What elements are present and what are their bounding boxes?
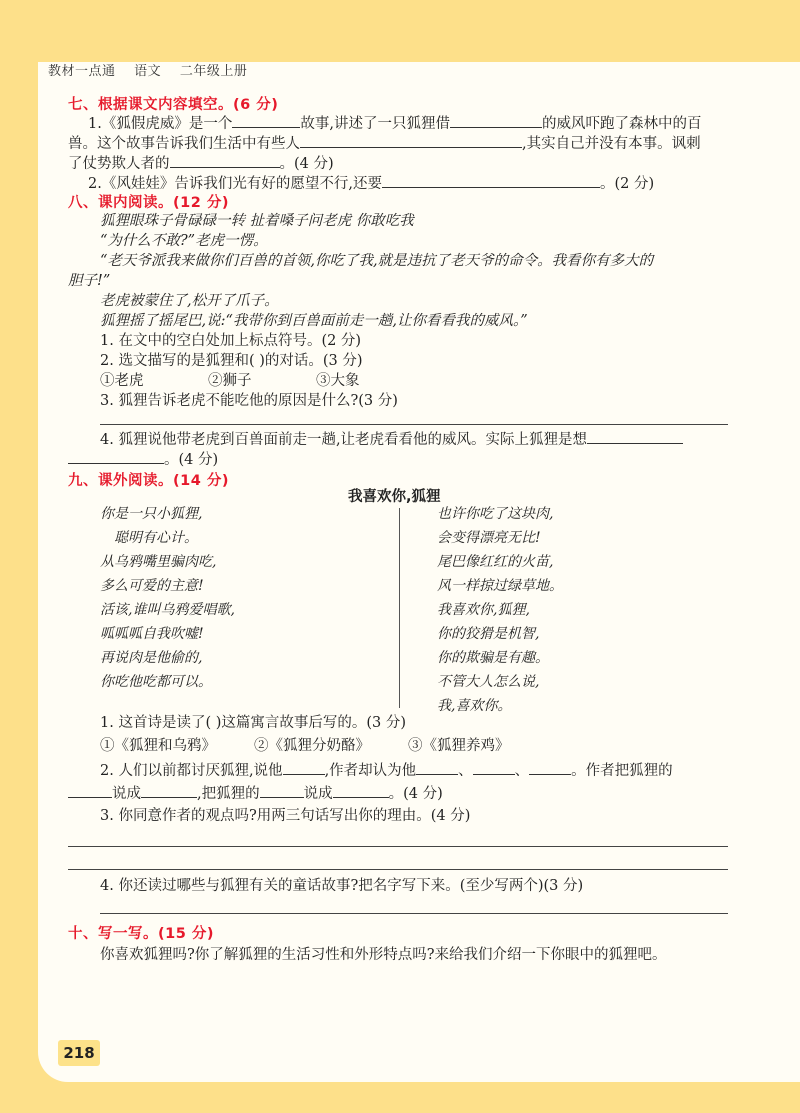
blank[interactable] (300, 133, 522, 148)
blank[interactable] (260, 783, 304, 798)
s8-passage-2: “为什么不敢?”老虎一愣。 (100, 233, 268, 249)
blank[interactable] (333, 783, 389, 798)
blank[interactable] (416, 760, 458, 775)
s8-passage-3: “老天爷派我来做你们百兽的首领,你吃了我,就是违抗了老天爷的命令。我看你有多大的 (100, 253, 654, 269)
s8-option-3[interactable]: ③大象 (316, 373, 360, 389)
s8-passage-5: 老虎被蒙住了,松开了爪子。 (100, 293, 279, 309)
s9-q3: 3. 你同意作者的观点吗?用两三句话写出你的理由。(4 分) (100, 808, 471, 824)
section-9-title: 九、课外阅读。(14 分) (68, 473, 229, 489)
blank[interactable] (587, 429, 683, 444)
poem-left-column: 你是一只小狐狸, 聪明有心计。 从乌鸦嘴里骗肉吃, 多么可爱的主意! 活该,谁叫乌鸦爱唱歌, 呱呱呱自我吹嘘! 再说肉是他偷的, 你吃他吃都可以。 (100, 506, 235, 690)
s8-q2: 2. 选文描写的是狐狸和( )的对话。(3 分) (100, 353, 363, 369)
blank[interactable] (450, 113, 542, 128)
section-8-title: 八、课内阅读。(12 分) (68, 195, 229, 211)
blank[interactable] (473, 760, 515, 775)
s8-option-1[interactable]: ①老虎 (100, 373, 144, 389)
s10-prompt: 你喜欢狐狸吗?你了解狐狸的生活习性和外形特点吗?来给我们介绍一下你眼中的狐狸吧。 (100, 947, 667, 963)
page-header (48, 60, 261, 79)
s9-q2: 2. 人们以前都讨厌狐狸,说他 ,作者却认为他 、 、 。作者把狐狸的 (100, 760, 673, 781)
s8-passage-1: 狐狸眼珠子骨碌碌一转 扯着嗓子问老虎 你敢吃我 (100, 213, 414, 229)
s8-q3: 3. 狐狸告诉老虎不能吃他的原因是什么?(3 分) (100, 393, 398, 409)
s9-option-1[interactable]: ①《狐狸和乌鸦》 (100, 738, 216, 754)
s8-q1: 1. 在文中的空白处加上标点符号。(2 分) (100, 333, 362, 349)
answer-line[interactable] (68, 869, 728, 870)
s8-passage-4: 胆子!” (68, 273, 111, 289)
poem-divider (399, 508, 400, 708)
s8-passage-6: 狐狸摇了摇尾巴,说:“我带你到百兽面前走一趟,让你看看我的威风。” (100, 313, 528, 329)
blank[interactable] (141, 783, 197, 798)
s8-q4-cont: 。(4 分) (68, 449, 218, 470)
blank[interactable] (529, 760, 571, 775)
section-7-title: 七、根据课文内容填空。(6 分) (68, 97, 279, 113)
blank[interactable] (382, 173, 600, 188)
page-number: 218 (58, 1040, 100, 1066)
s9-option-3[interactable]: ③《狐狸养鸡》 (408, 738, 510, 754)
section-10-title: 十、写一写。(15 分) (68, 926, 214, 942)
blank[interactable] (68, 783, 112, 798)
poem-title: 我喜欢你,狐狸 (348, 489, 441, 505)
answer-line[interactable] (68, 846, 728, 847)
s8-option-2[interactable]: ②狮子 (208, 373, 252, 389)
blank[interactable] (170, 153, 280, 168)
blank[interactable] (283, 760, 325, 775)
subject: 语文 (134, 64, 162, 79)
s7-line2: 兽。这个故事告诉我们生活中有些人 ,其实自己并没有本事。讽刺 (68, 133, 701, 154)
s7-line1: 1.《狐假虎威》是一个 故事,讲述了一只狐狸借 的威风吓跑了森林中的百 (88, 113, 701, 134)
s7-line3: 了仗势欺人者的 。(4 分) (68, 153, 334, 174)
grade: 二年级上册 (179, 64, 248, 79)
blank[interactable] (232, 113, 300, 128)
s9-q1: 1. 这首诗是读了( )这篇寓言故事后写的。(3 分) (100, 715, 407, 731)
s9-option-2[interactable]: ②《狐狸分奶酪》 (254, 738, 370, 754)
s7-line4: 2.《风娃娃》告诉我们光有好的愿望不行,还要 。(2 分) (88, 173, 654, 194)
s9-q2-cont: 说成 ,把狐狸的 说成 。(4 分) (68, 783, 443, 804)
poem-right-column: 也许你吃了这块肉, 会变得漂亮无比! 尾巴像红红的火苗, 风一样掠过绿草地。 我喜欢你,狐狸, 你的狡猾是机智, 你的欺骗是有趣。 不管大人怎么说, 我,喜欢你。 (437, 506, 563, 714)
book-name: 教材一点通 (48, 64, 116, 79)
answer-line[interactable] (100, 424, 728, 425)
s8-q4: 4. 狐狸说他带老虎到百兽面前走一趟,让老虎看看他的威风。实际上狐狸是想 (100, 429, 683, 450)
s9-q4: 4. 你还读过哪些与狐狸有关的童话故事?把名字写下来。(至少写两个)(3 分) (100, 878, 584, 894)
blank[interactable] (68, 449, 164, 464)
answer-line[interactable] (100, 913, 728, 914)
